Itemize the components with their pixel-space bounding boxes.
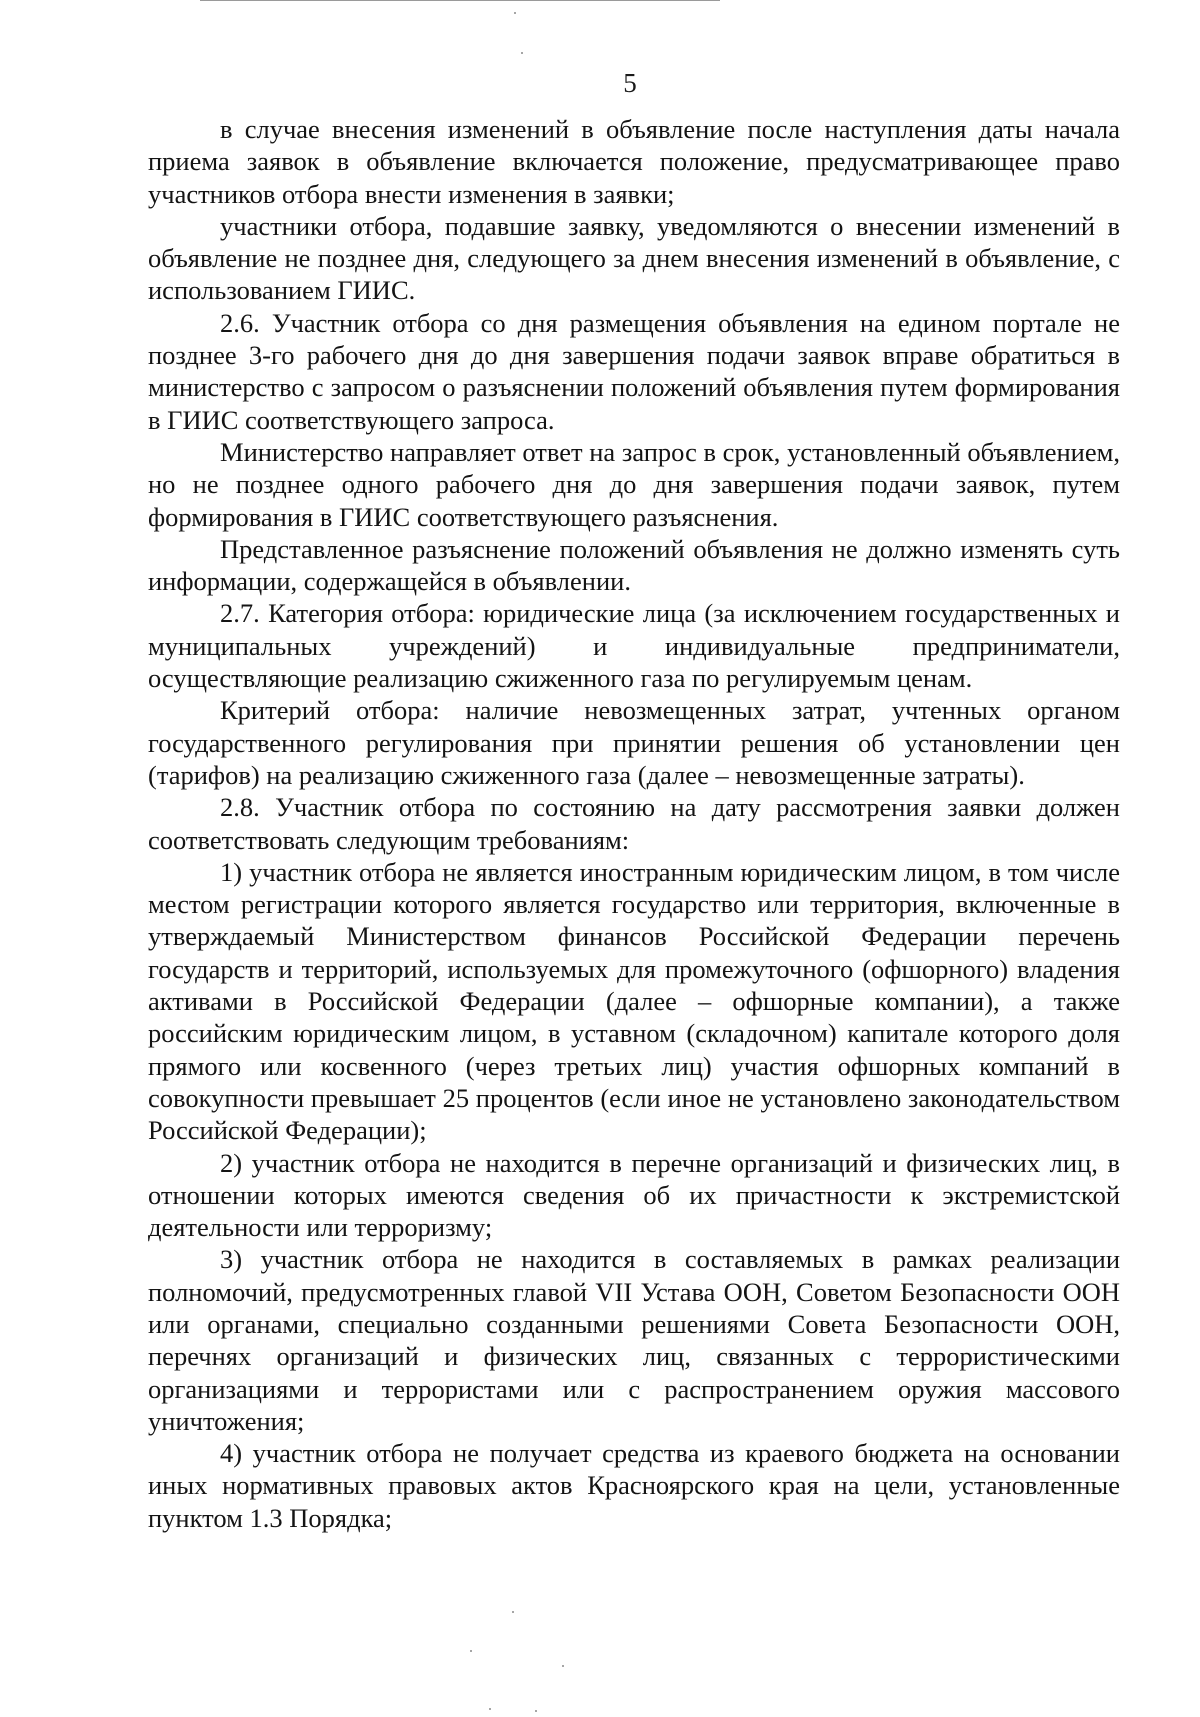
document-body xyxy=(148,113,1120,1534)
page-number: 5 xyxy=(623,68,637,98)
paragraph-ministry-response: Министерство направляет ответ на запрос в срок, установленный объявлением, но не позднее одного рабочего дня до дня завершения подачи заявок, путем формирования в ГИИС соответствующего разъяснения. xyxy=(148,436,1120,532)
paragraph-changes-announcement: в случае внесения изменений в объявление после наступления даты начала приема заявок в объявление включается положение, предусматривающее право участников отбора внести изменения в заявки; xyxy=(148,114,1120,209)
scan-top-edge xyxy=(200,0,720,1)
scan-speck xyxy=(512,1611,514,1613)
scan-speck xyxy=(535,1710,537,1712)
scan-speck xyxy=(521,52,523,54)
paragraph-notification: участники отбора, подавшие заявку, уведомляются о внесении изменений в объявление не позднее дня, следующего за днем внесения изменений в объявление, с использованием ГИИС. xyxy=(148,210,1120,306)
scan-speck xyxy=(489,1708,491,1710)
paragraph-requirement-2: 2) участник отбора не находится в перечне организаций и физических лиц, в отношении которых имеются сведения об их причастности к экстремистской деятельности или терроризму; xyxy=(148,1147,1120,1243)
paragraph-requirement-3: 3) участник отбора не находится в составляемых в рамках реализации полномочий, предусмотренных главой VII Устава ООН, Советом Безопасности ООН или органами, специально созданными решениями Совета Безопасности ООН, перечнях организаций и физических лиц, связанных с террористическими организациями и террористами или с распространением оружия массового уничтожения; xyxy=(148,1244,1120,1436)
paragraph-2-8: 2.8. Участник отбора по состоянию на дату рассмотрения заявки должен соответствовать следующим требованиям: xyxy=(148,792,1120,855)
paragraph-2-7: 2.7. Категория отбора: юридические лица (за исключением государственных и муниципальных учреждений) и индивидуальные предприниматели, осуществляющие реализацию сжиженного газа по регулируемым ценам. xyxy=(148,598,1120,694)
scan-speck xyxy=(562,1665,564,1667)
paragraph-2-6: 2.6. Участник отбора со дня размещения объявления на едином портале не позднее 3-го рабочего дня до дня завершения подачи заявок вправе обратиться в министерство с запросом о разъяснении положений объявления путем формирования в ГИИС соответствующего запроса. xyxy=(148,307,1120,435)
paragraph-requirement-1: 1) участник отбора не является иностранным юридическим лицом, в том числе местом регистрации которого является государство или территория, включенные в утверждаемый Министерством финансов Российской Федерации перечень государств и территорий, используемых для промежуточного (офшорного) владения активами в Российской Федерации (далее – офшорные компании), а также российским юридическим лицом, в уставном (складочном) капитале которого доля прямого или косвенного (через третьих лиц) участия офшорных компаний в совокупности превышает 25 процентов (если иное не установлено законодательством Российской Федерации); xyxy=(148,856,1120,1146)
scan-speck xyxy=(514,12,516,14)
paragraph-criterion: Критерий отбора: наличие невозмещенных затрат, учтенных органом государственного регулирования при принятии решения об установлении цен (тарифов) на реализацию сжиженного газа (далее – невозмещенные затраты). xyxy=(148,695,1120,790)
paragraph-clarification: Представленное разъяснение положений объявления не должно изменять суть информации, содержащейся в объявлении. xyxy=(148,533,1120,597)
scan-speck xyxy=(470,1650,472,1652)
paragraph-requirement-4: 4) участник отбора не получает средства из краевого бюджета на основании иных нормативных правовых актов Красноярского края на цели, установленные пунктом 1.3 Порядка; xyxy=(148,1438,1120,1533)
